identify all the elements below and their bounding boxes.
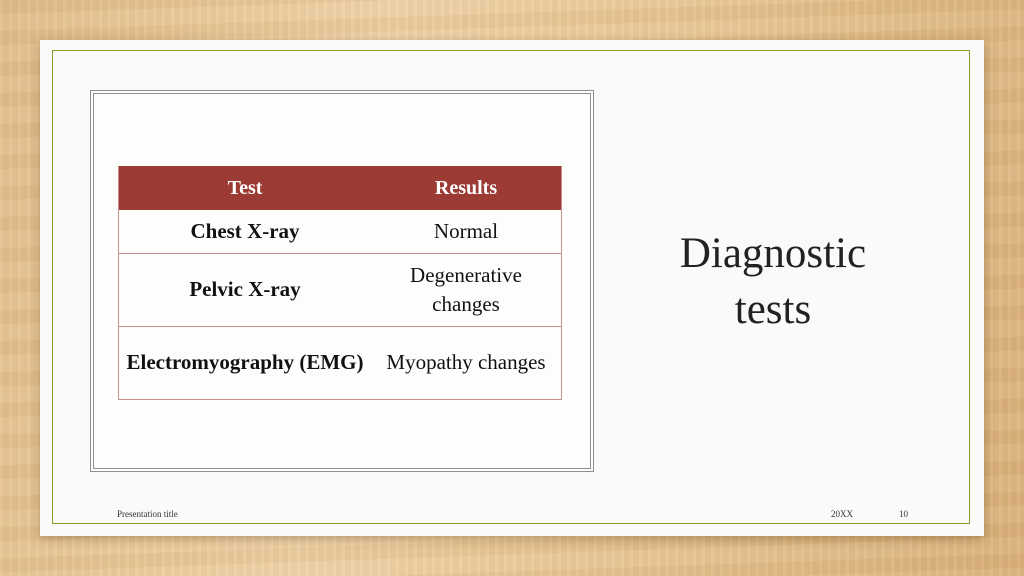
header-results: Results: [371, 166, 562, 210]
table-header-row: [119, 166, 562, 210]
test-cell: Electromyography (EMG): [119, 327, 372, 400]
result-cell: Normal: [371, 210, 562, 254]
slide: [40, 40, 984, 536]
result-cell: Myopathy changes: [371, 327, 562, 400]
slide-title: Diagnostic tests: [679, 230, 867, 333]
table-row: [119, 254, 562, 327]
header-test: Test: [119, 166, 372, 210]
footer-page-number: 10: [899, 509, 908, 519]
table-row: [119, 327, 562, 400]
diagnostic-tests-table: [118, 166, 562, 400]
test-cell: Pelvic X-ray: [119, 254, 372, 327]
test-cell: Chest X-ray: [119, 210, 372, 254]
table-panel: [90, 90, 594, 472]
footer-date: 20XX: [831, 509, 853, 519]
table-row: [119, 210, 562, 254]
footer-presentation-title: Presentation title: [117, 509, 178, 519]
result-cell: Degenerative changes: [371, 254, 562, 327]
